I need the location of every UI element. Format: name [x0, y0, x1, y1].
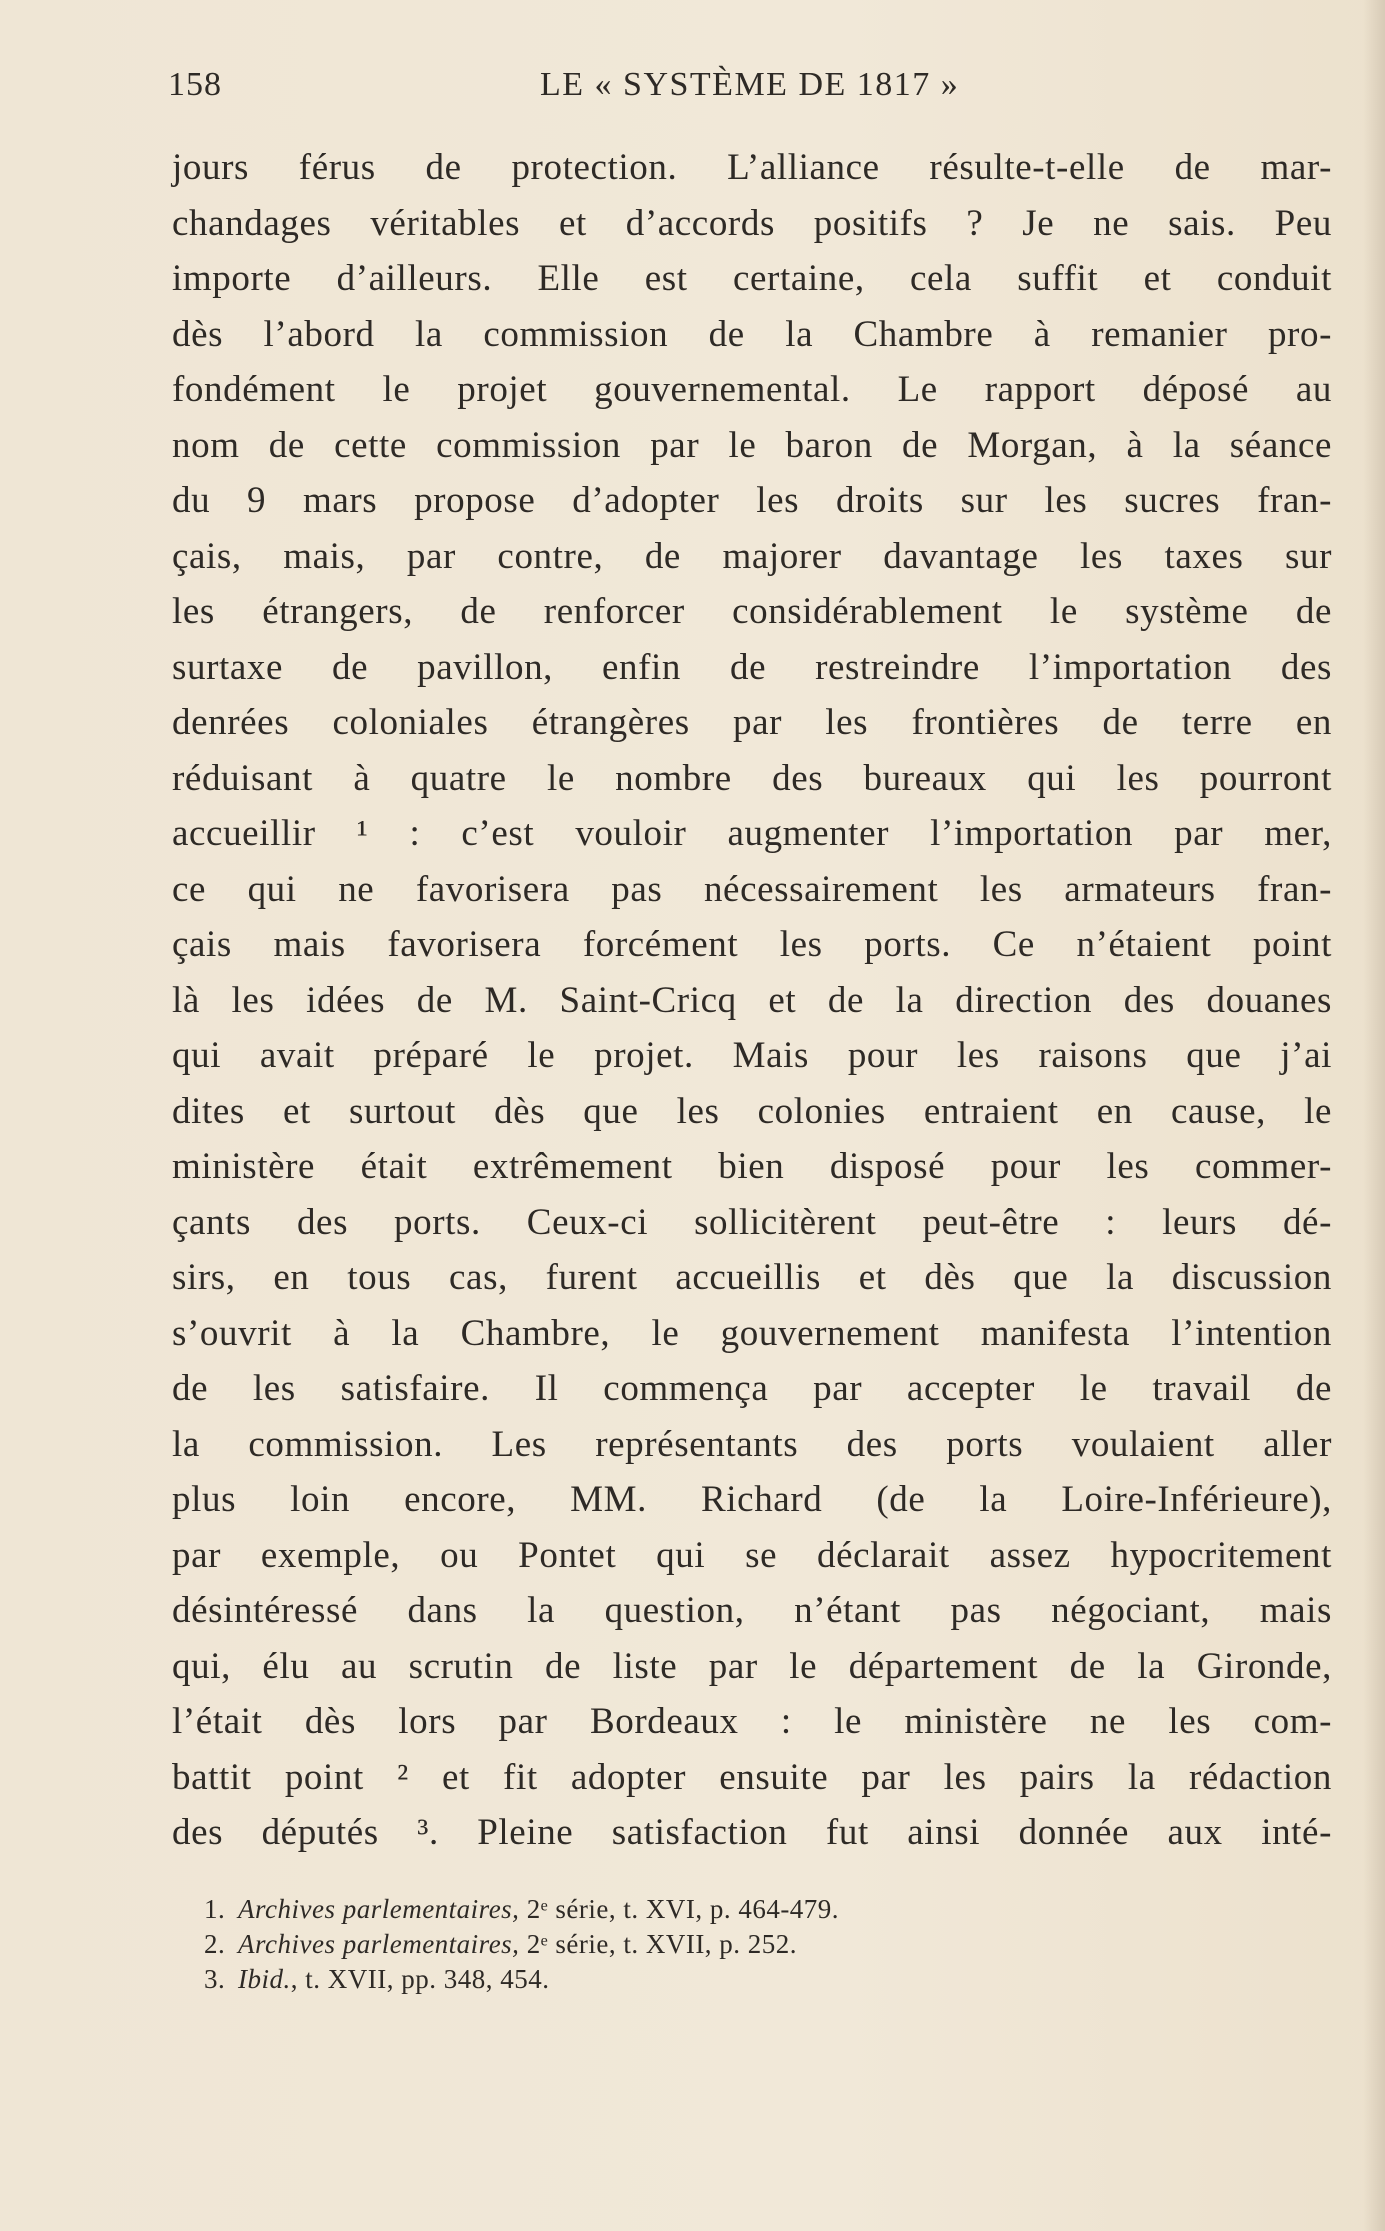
text-line: çants des ports. Ceux-ci sollicitèrent peut-être : leurs dé-	[172, 1201, 1332, 1243]
text-line: désintéressé dans la question, n’étant pas négociant, mais	[172, 1590, 1332, 1631]
text-line: denrées coloniales étrangères par les frontières de terre en	[172, 702, 1332, 743]
text-line: l’était dès lors par Bordeaux : le ministère ne les com-	[172, 1701, 1332, 1742]
footnote-number: 2.	[204, 1929, 226, 1959]
footnote-detail: , t. XVII, pp. 348, 454.	[290, 1964, 550, 1994]
footnote-source-title: Archives parlementaires,	[238, 1929, 520, 1959]
footnote	[204, 1892, 1104, 1927]
text-line: par exemple, ou Pontet qui se déclarait assez hypocritement	[172, 1534, 1332, 1576]
footnotes	[204, 1892, 1104, 1997]
text-line: çais, mais, par contre, de majorer davantage les taxes sur	[172, 535, 1332, 577]
footnote	[204, 1962, 1104, 1997]
text-line: ministère était extrêmement bien disposé pour les commer-	[172, 1146, 1332, 1187]
text-line: s’ouvrit à la Chambre, le gouvernement manifesta l’intention	[172, 1312, 1332, 1354]
footnote-source-title: Ibid.	[238, 1964, 291, 1994]
footnote-source-title: Archives parlementaires,	[238, 1894, 520, 1924]
text-line: fondément le projet gouvernemental. Le rapport déposé au	[172, 369, 1332, 410]
text-line: du 9 mars propose d’adopter les droits sur les sucres fran-	[172, 480, 1332, 521]
text-line: de les satisfaire. Il commença par accepter le travail de	[172, 1368, 1332, 1409]
text-line: dites et surtout dès que les colonies entraient en cause, le	[172, 1090, 1332, 1132]
footnote	[204, 1927, 1104, 1962]
footnote-number: 3.	[204, 1964, 226, 1994]
text-line: çais mais favorisera forcément les ports. Ce n’étaient point	[172, 924, 1332, 965]
page-number: 158	[168, 66, 222, 103]
text-line: sirs, en tous cas, furent accueillis et dès que la discussion	[172, 1257, 1332, 1298]
text-line: réduisant à quatre le nombre des bureaux qui les pourront	[172, 757, 1332, 799]
text-line: les étrangers, de renforcer considérablement le système de	[172, 591, 1332, 632]
text-line: qui, élu au scrutin de liste par le département de la Gironde,	[172, 1645, 1332, 1687]
text-line: chandages véritables et d’accords positifs ? Je ne sais. Peu	[172, 202, 1332, 244]
text-line: importe d’ailleurs. Elle est certaine, cela suffit et conduit	[172, 258, 1332, 299]
footnote-detail: 2ᵉ série, t. XVI, p. 464-479.	[519, 1894, 840, 1924]
footnote-number: 1.	[204, 1894, 226, 1924]
text-line: surtaxe de pavillon, enfin de restreindre l’importation des	[172, 646, 1332, 688]
text-line: des députés ³. Pleine satisfaction fut ainsi donnée aux inté-	[172, 1812, 1332, 1853]
body-text	[172, 140, 1332, 1861]
running-title: LE « SYSTÈME DE 1817 »	[540, 66, 960, 103]
page-header	[168, 66, 1338, 106]
text-line: nom de cette commission par le baron de Morgan, à la séance	[172, 424, 1332, 466]
text-line: qui avait préparé le projet. Mais pour les raisons que j’ai	[172, 1035, 1332, 1076]
text-line: battit point ² et fit adopter ensuite par les pairs la rédaction	[172, 1756, 1332, 1798]
page-edge-shadow	[1363, 0, 1385, 2231]
footnote-detail: 2ᵉ série, t. XVII, p. 252.	[519, 1929, 798, 1959]
text-line: là les idées de M. Saint-Cricq et de la direction des douanes	[172, 979, 1332, 1021]
text-line: la commission. Les représentants des ports voulaient aller	[172, 1423, 1332, 1465]
text-line: dès l’abord la commission de la Chambre à remanier pro-	[172, 313, 1332, 355]
text-line: ce qui ne favorisera pas nécessairement les armateurs fran-	[172, 868, 1332, 910]
text-line: accueillir ¹ : c’est vouloir augmenter l’importation par mer,	[172, 813, 1332, 854]
text-line: jours férus de protection. L’alliance résulte-t-elle de mar-	[172, 147, 1332, 188]
text-line: plus loin encore, MM. Richard (de la Loire-Inférieure),	[172, 1479, 1332, 1520]
